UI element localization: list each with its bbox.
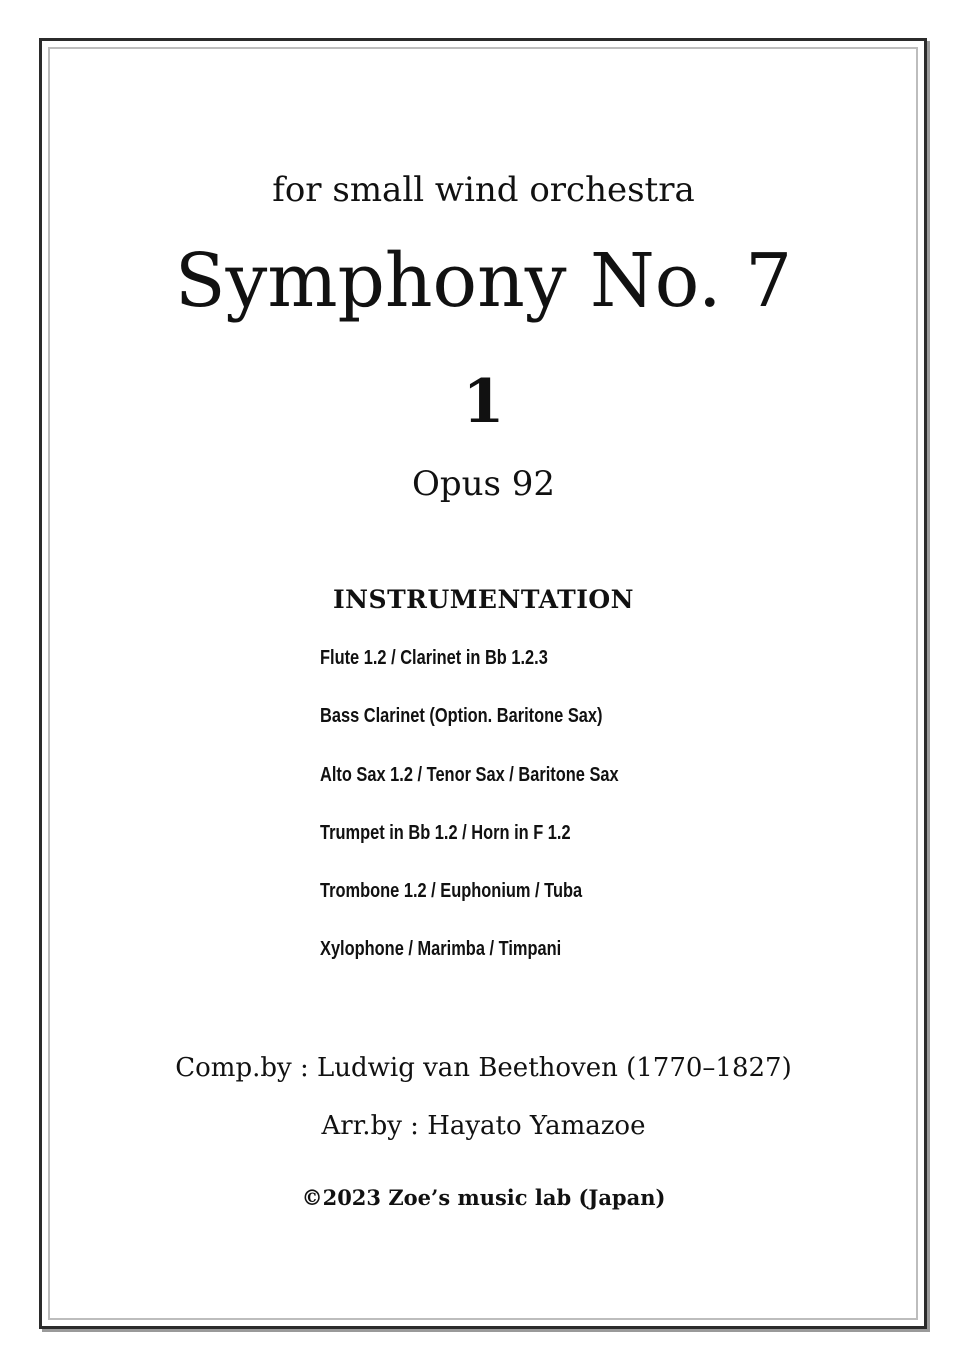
composer-credit: Comp.by : Ludwig van Beethoven (1770–1827) <box>175 1053 792 1083</box>
instrumentation-list <box>320 640 684 990</box>
subtitle: for small wind orchestra <box>272 170 695 210</box>
copyright-notice: ©2023 Zoe’s music lab (Japan) <box>301 1185 666 1210</box>
list-item: Trumpet in Bb 1.2 / Horn in F 1.2 <box>320 821 571 844</box>
list-item: Alto Sax 1.2 / Tenor Sax / Baritone Sax <box>320 763 619 786</box>
list-item: Flute 1.2 / Clarinet in Bb 1.2.3 <box>320 647 548 669</box>
page-title: Symphony No. 7 <box>174 238 793 324</box>
list-item: Xylophone / Marimba / Timpani <box>320 938 562 961</box>
instrumentation-heading: INSTRUMENTATION <box>332 585 635 614</box>
list-item: Bass Clarinet (Option. Baritone Sax) <box>320 705 603 728</box>
movement-number: 1 <box>462 367 505 437</box>
arranger-credit: Arr.by : Hayato Yamazoe <box>321 1111 646 1141</box>
opus-number: Opus 92 <box>411 464 556 504</box>
list-item: Trombone 1.2 / Euphonium / Tuba <box>320 880 583 903</box>
